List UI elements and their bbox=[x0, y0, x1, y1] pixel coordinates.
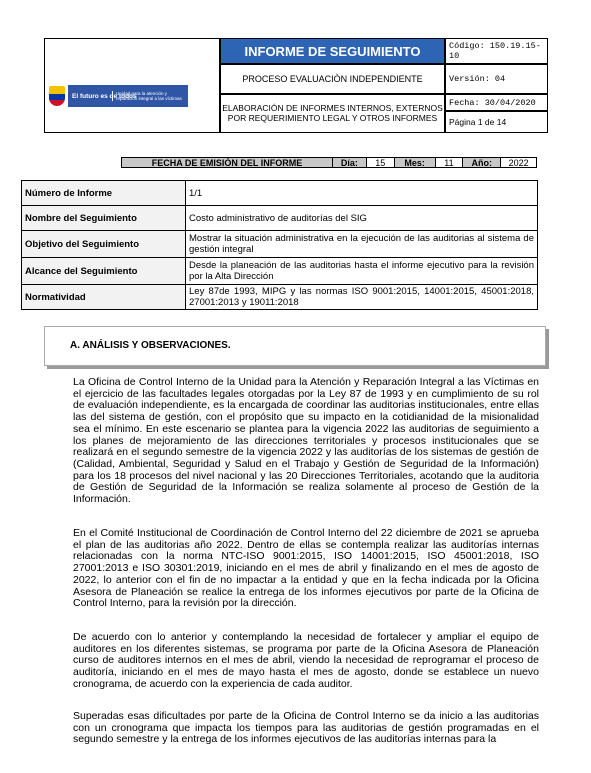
row-value: Costo administrativo de auditorías del SIG bbox=[186, 206, 538, 231]
paragraph: En el Comité Institucional de Coordinación de Control Interno del 22 diciembre de 2021 se aprueba el plan de las auditorias año 2022. Dentro de ellas se contempla realizar las auditorías internas relacionadas con la norma NTC-ISO 9001:2015, ISO 14001:2015, ISO 45001:2018, ISO 27001:2013 e ISO 30301:2019, iniciando en el mes de abril y finalizando en el mes de agosto de 2022, lo anterior con el fin de no impactar a la entidad y que en la fecha indicada por la Oficina Asesora de Planeación se realice la entrega de los informes ejecutivos por parte de la Oficina de Control Interno, para la revisión por la dirección. bbox=[73, 527, 539, 610]
elaboration-text: ELABORACIÓN DE INFORMES INTERNOS, EXTERNOS POR REQUERIMIENTO LEGAL Y OTROS INFORMES bbox=[220, 94, 445, 133]
logo-main-text: El futuro es de todos bbox=[72, 92, 137, 100]
document-code: Código: 150.19.15-10 bbox=[445, 38, 548, 64]
row-key: Alcance del Seguimiento bbox=[22, 258, 186, 285]
row-value: Desde la planeación de las auditorias hasta el informe ejecutivo para la revisión por la Alta Dirección bbox=[186, 258, 538, 285]
page-number: Página 1 de 14 bbox=[445, 111, 548, 133]
row-value: 1/1 bbox=[186, 181, 538, 206]
emission-label: FECHA DE EMISIÓN DEL INFORME bbox=[122, 158, 333, 167]
year-value: 2022 bbox=[501, 158, 536, 167]
month-label: Mes: bbox=[395, 158, 436, 167]
row-value: Ley 87de 1993, MIPG y las normas ISO 9001:2015, 14001:2015, 45001:2018, 27001:2013 y 19011:2018 bbox=[186, 285, 538, 310]
unidad-victimas-logo bbox=[49, 84, 189, 108]
row-value: Mostrar la situación administrativa en la ejecución de las auditorias al sistema de gestión integral bbox=[186, 231, 538, 258]
year-label: Año: bbox=[463, 158, 501, 167]
row-key: Normatividad bbox=[22, 285, 186, 310]
section-heading-box bbox=[44, 326, 546, 366]
report-title: INFORME DE SEGUIMIENTO bbox=[220, 38, 445, 64]
table-row bbox=[22, 231, 538, 258]
process-name: PROCESO EVALUACIÒN INDEPENDIENTE bbox=[220, 64, 445, 94]
table-row bbox=[22, 285, 538, 310]
day-label: Día: bbox=[333, 158, 367, 167]
logo-unit-text: Unidad para la atención y reparación integral a las víctimas bbox=[112, 91, 184, 101]
paragraph: La Oficina de Control Interno de la Unidad para la Atención y Reparación Integral a las Víctimas en el ejercicio de las facultades legales otorgadas por la Ley 87 de 1993 y en cumplimiento de su rol de evaluación independiente, es la encargada de coordinar las auditorias institucionales, entre ellas las del sistema de gestión, con el propósito que su impacto en la cotidianidad de la misionalidad sea el mínimo. En este escenario se plantea para la vigencia 2022 las auditorias de seguimiento a los planes de mejoramiento de las direcciones territoriales y procesos institucionales que se realizará en el segundo semestre de la vigencia 2022 y las auditorías de los sistemas de gestión de (Calidad, Ambiental, Seguridad y Salud en el Trabajo y Gestión de Seguridad de la Información) para los 18 procesos del nivel nacional y las 20 Direcciones Territoriales, acotando que la auditoria de Gestión de Seguridad de la Información se realiza solamente al proceso de Gestión de la Información. bbox=[73, 376, 539, 506]
section-title: A. ANÁLISIS Y OBSERVACIONES. bbox=[70, 340, 231, 351]
month-value: 11 bbox=[436, 158, 464, 167]
document-version: Versión: 04 bbox=[445, 64, 548, 94]
table-row bbox=[22, 181, 538, 206]
report-info-table bbox=[21, 180, 538, 310]
emission-date-bar bbox=[121, 157, 537, 168]
table-row bbox=[22, 258, 538, 285]
day-value: 15 bbox=[367, 158, 395, 167]
colombia-shield-icon bbox=[49, 86, 65, 106]
table-row bbox=[22, 206, 538, 231]
row-key: Número de Informe bbox=[22, 181, 186, 206]
row-key: Objetivo del Seguimiento bbox=[22, 231, 186, 258]
paragraph: De acuerdo con lo anterior y contemplando la necesidad de fortalecer y ampliar el equipo de auditores en los diferentes sistemas, se programa por parte de la Oficina Asesora de Planeación curso de auditores internos en el mes de abril, viendo la necesidad de reprogramar el proceso de auditoría, iniciando en el mes de mayo hasta el mes de agosto, donde se establece un nuevo cronograma, de acuerdo con la experiencia de cada auditor. bbox=[73, 631, 539, 690]
row-key: Nombre del Seguimiento bbox=[22, 206, 186, 231]
document-date: Fecha: 30/04/2020 bbox=[445, 94, 548, 111]
paragraph: Superadas esas dificultades por parte de la Oficina de Control Interno se da inicio a las auditorias con un cronograma que impacta los tiempos para las auditorias de gestión programadas en el segundo semestre y la entrega de los informes ejecutivos de las auditorías internas para la bbox=[73, 710, 539, 746]
logo-banner bbox=[68, 85, 188, 107]
